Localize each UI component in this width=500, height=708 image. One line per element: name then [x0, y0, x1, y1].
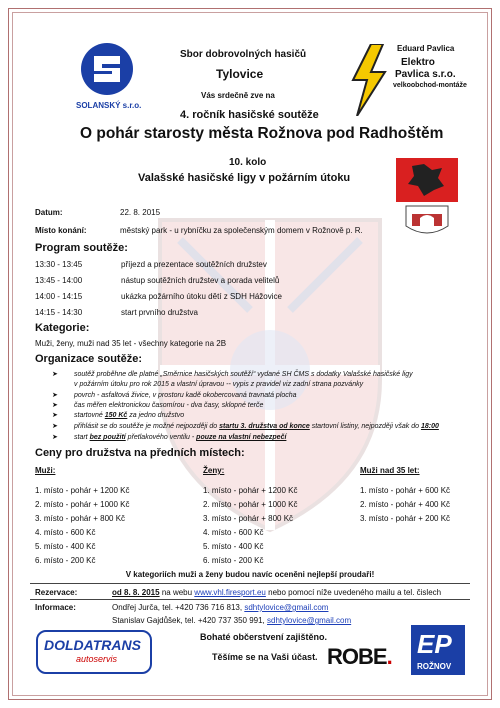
doldatrans-logo	[36, 630, 152, 674]
prize-women: 4. místo - 600 Kč	[203, 528, 264, 537]
edition-text: 4. ročník hasičské soutěže	[180, 109, 319, 121]
org-line-5a: startovné	[74, 412, 105, 419]
contact-email-2[interactable]: sdhtylovice@gmail.com	[267, 616, 352, 625]
categories-text: Muži, ženy, muži nad 35 let - všechny kategorie na 2B	[35, 339, 227, 348]
reservation-label: Rezervace:	[35, 588, 78, 597]
prize-men: 4. místo - 600 Kč	[35, 528, 96, 537]
prize-senior: 1. místo - pohár + 600 Kč	[360, 486, 451, 495]
contact-line-2	[112, 616, 351, 625]
prize-women: 3. místo - pohár + 800 Kč	[203, 514, 294, 523]
contact-person-2: Stanislav Gajdůšek, tel. +420 737 350 991,	[112, 616, 267, 625]
welcome-text: Těšíme se na Vaši účast.	[212, 652, 318, 662]
league-text: Valašské hasičské ligy v požárním útoku	[138, 172, 351, 184]
solansky-logo-icon	[80, 42, 134, 100]
robe-text: ROBE	[327, 644, 387, 669]
senior-label: Muži nad 35 let:	[360, 466, 420, 475]
round-text: 10. kolo	[229, 157, 267, 168]
place-label: Místo konání:	[35, 226, 87, 235]
prize-men: 2. místo - pohár + 1000 Kč	[35, 500, 130, 509]
doldatrans-main: DOLDATRANS	[44, 637, 141, 653]
org-line-6a: přihlásit se do soutěže je možné nejpozději do	[74, 423, 220, 430]
prize-note: V kategoriích muži a ženy budou navíc oceněni nejlepší proudaři!	[125, 570, 375, 579]
org-line-4: čas měřen elektronickou časomírou - dva časy, sklopné terče	[74, 402, 264, 409]
org-line-6	[74, 422, 474, 431]
org-name: Sbor dobrovolných hasičů	[180, 49, 307, 60]
divider	[30, 583, 470, 584]
ep-main: EP	[417, 629, 452, 659]
categories-heading: Kategorie:	[35, 322, 90, 334]
org-line-5c: za jedno družstvo	[127, 412, 185, 419]
date-label: Datum:	[35, 208, 63, 217]
contact-label: Informace:	[35, 603, 76, 612]
contact-email-1[interactable]: sdhtylovice@gmail.com	[244, 603, 329, 612]
men-label: Muži:	[35, 466, 56, 475]
bullet-arrow-icon: ➤	[52, 402, 58, 409]
robe-logo	[327, 644, 392, 670]
prize-women: 1. místo - pohár + 1200 Kč	[203, 486, 298, 495]
robe-dot-icon: .	[386, 644, 392, 669]
contact-line-1	[112, 603, 328, 612]
program-desc: ukázka požárního útoku dětí z SDH Hážovice	[121, 292, 282, 301]
reservation-text-2: nebo pomocí níže uvedeného mailu a tel. čislech	[265, 588, 442, 597]
reservation-link[interactable]: www.vhl.firesport.eu	[194, 588, 266, 597]
contact-person-1: Ondřej Jurča, tel. +420 736 716 813,	[112, 603, 245, 612]
org-line-5	[74, 411, 474, 420]
entry-fee: 150 Kč	[104, 412, 128, 419]
prize-women: 5. místo - 400 Kč	[203, 542, 264, 551]
bullet-arrow-icon: ➤	[52, 423, 58, 430]
bullet-arrow-icon: ➤	[52, 392, 58, 399]
program-heading: Program soutěže:	[35, 242, 128, 254]
pavlica-logo	[345, 40, 475, 120]
bullet-arrow-icon: ➤	[52, 371, 58, 378]
ep-logo	[411, 625, 465, 675]
pavlica-company-1: Elektro	[401, 57, 435, 68]
bullet-arrow-icon: ➤	[52, 412, 58, 419]
prize-women: 6. místo - 200 Kč	[203, 556, 264, 565]
program-time: 13:45 - 14:00	[35, 276, 83, 285]
place-value: městský park - u rybníčku za společenským domem v Rožnově p. R.	[120, 226, 363, 235]
reservation-line	[112, 588, 441, 597]
prizes-heading: Ceny pro družstva na předních místech:	[35, 447, 245, 459]
org-line-2: v požárním útoku pro rok 2015 a vlastní úpravou -- vypis z pravidel viz zadní strana pozvánky	[74, 381, 364, 388]
prize-men: 1. místo - pohár + 1200 Kč	[35, 486, 130, 495]
program-time: 14:15 - 14:30	[35, 308, 83, 317]
coat-of-arms-icon	[394, 156, 460, 240]
prize-men: 5. místo - 400 Kč	[35, 542, 96, 551]
org-line-7c: přetlakového ventilu -	[125, 434, 197, 441]
program-desc: příjezd a prezentace soutěžních družstev	[121, 260, 267, 269]
ep-sub: ROŽNOV	[417, 662, 452, 671]
reservation-text-1: na webu	[159, 588, 195, 597]
women-label: Ženy:	[203, 466, 225, 475]
org-line-6b: startu 3. družstva od konce	[219, 423, 310, 430]
pavlica-company-2: Pavlica s.r.o.	[395, 69, 456, 80]
invite-text: Vás srdečně zve na	[201, 91, 275, 100]
program-desc: start prvního družstva	[121, 308, 198, 317]
org-line-7	[74, 433, 474, 442]
prize-men: 3. místo - pohár + 800 Kč	[35, 514, 126, 523]
pavlica-sub: velkoobchod-montáže	[393, 82, 467, 89]
village-name: Tylovice	[216, 67, 264, 81]
prize-senior: 3. místo - pohár + 200 Kč	[360, 514, 451, 523]
org-line-7a: start	[74, 434, 90, 441]
org-line-6c: startovní listiny, nejpozději však do	[309, 423, 421, 430]
date-value: 22. 8. 2015	[120, 208, 161, 217]
bullet-arrow-icon: ➤	[52, 434, 58, 441]
organization-heading: Organizace soutěže:	[35, 353, 142, 365]
lightning-icon	[345, 44, 393, 116]
org-line-1: soutěž proběhne dle platné „Směrnice hasičských soutěží“ vydané SH ČMS s dodatky Valašské hasičské ligy	[74, 371, 413, 378]
reservation-date: od 8. 8. 2015	[112, 588, 160, 597]
prize-women: 2. místo - pohár + 1000 Kč	[203, 500, 298, 509]
org-line-7d: pouze na vlastní nebezpečí	[196, 434, 287, 441]
pavlica-name: Eduard Pavlica	[397, 44, 455, 53]
prize-men: 6. místo - 200 Kč	[35, 556, 96, 565]
program-time: 13:30 - 13:45	[35, 260, 83, 269]
org-line-3: povrch - asfaltová živice, v prostoru kadě okobercovaná travnatá plocha	[74, 392, 297, 399]
program-time: 14:00 - 14:15	[35, 292, 83, 301]
divider	[30, 599, 470, 600]
doldatrans-sub: autoservis	[76, 654, 118, 664]
org-line-7b: bez použití	[89, 434, 126, 441]
solansky-logo-text: SOLANSKÝ s.r.o.	[76, 101, 142, 110]
prize-senior: 2. místo - pohár + 400 Kč	[360, 500, 451, 509]
page-title: O pohár starosty města Rožnova pod Radhoštěm	[80, 125, 444, 142]
refreshment-text: Bohaté občerstvení zajištěno.	[200, 632, 328, 642]
deadline-time: 18:00	[420, 423, 439, 430]
program-desc: nástup soutěžních družstev a porada velitelů	[121, 276, 280, 285]
